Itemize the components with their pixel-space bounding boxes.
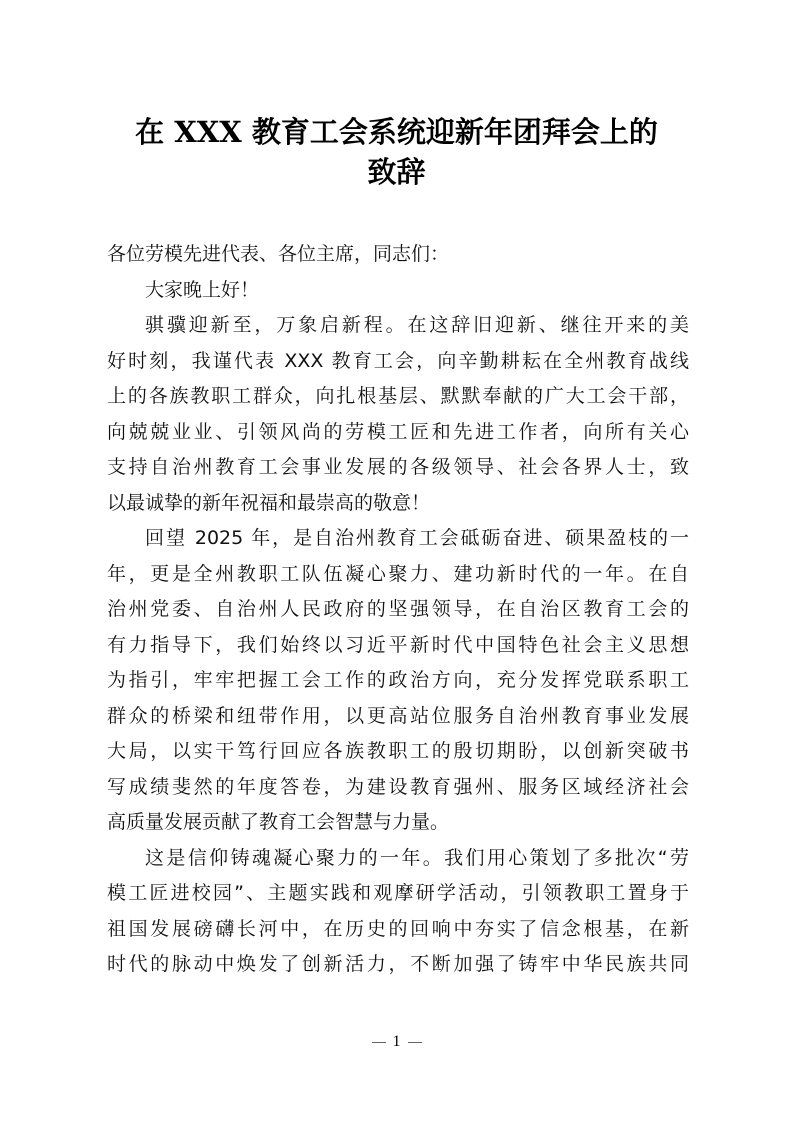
- body-line: 群众的桥梁和纽带作用，以更高站位服务自治州教育事业发展: [107, 704, 689, 727]
- body-line: 上的各族教职工群众，向扎根基层、默默奉献的广大工会干部，: [107, 385, 689, 407]
- body-line: 回望 2025 年，是自治州教育工会砥砺奋进、硕果盈枝的一: [145, 527, 689, 549]
- document-body: [107, 237, 689, 983]
- page-footer: [0, 1033, 793, 1051]
- body-line: 写成绩斐然的年度答卷，为建设教育强州、服务区域经济社会: [107, 775, 689, 798]
- body-line: 支持自治州教育工会事业发展的各级领导、社会各界人士，致: [107, 456, 689, 478]
- document-title: [100, 112, 693, 192]
- salutation: 各位劳模先进代表、各位主席，同志们：: [107, 243, 450, 265]
- body-line: 高质量发展贡献了教育工会智慧与力量。: [107, 811, 450, 833]
- body-line: 为指引，牢牢把握工会工作的政治方向，充分发挥党联系职工: [107, 669, 689, 691]
- body-line: 以最诚挚的新年祝福和最崇高的敬意！: [107, 491, 431, 514]
- page-number: 1: [392, 1033, 401, 1050]
- body-line: 大局，以实干笃行回应各族教职工的殷切期盼，以创新突破书: [107, 740, 689, 762]
- body-line: 好时刻，我谨代表 XXX 教育工会，向辛勤耕耘在全州教育战线: [107, 349, 689, 372]
- body-line: 祖国发展磅礴长河中，在历史的回响中夯实了信念根基，在新: [107, 917, 689, 940]
- greeting: 大家晚上好！: [145, 278, 260, 301]
- body-line: 骐骥迎新至，万象启新程。在这辞旧迎新、继往开来的美: [145, 314, 689, 336]
- body-line: 这是信仰铸魂凝心聚力的一年。我们用心策划了多批次“劳: [145, 846, 689, 869]
- body-line: 有力指导下，我们始终以习近平新时代中国特色社会主义思想: [107, 633, 689, 656]
- body-line: 治州党委、自治州人民政府的坚强领导，在自治区教育工会的: [107, 598, 689, 620]
- body-line: 模工匠进校园”、主题实践和观摩研学活动，引领教职工置身于: [107, 882, 689, 904]
- title-line-2: 致辞: [367, 155, 426, 189]
- body-line: 年，更是全州教职工队伍凝心聚力、建功新时代的一年。在自: [107, 562, 689, 585]
- dash-right: [408, 1042, 422, 1043]
- title-line-1: 在 XXX 教育工会系统迎新年团拜会上的: [135, 115, 658, 149]
- body-line: 时代的脉动中焕发了创新活力，不断加强了铸牢中华民族共同: [107, 953, 689, 975]
- dash-left: [372, 1042, 386, 1043]
- body-line: 向兢兢业业、引领风尚的劳模工匠和先进工作者，向所有关心: [107, 420, 689, 443]
